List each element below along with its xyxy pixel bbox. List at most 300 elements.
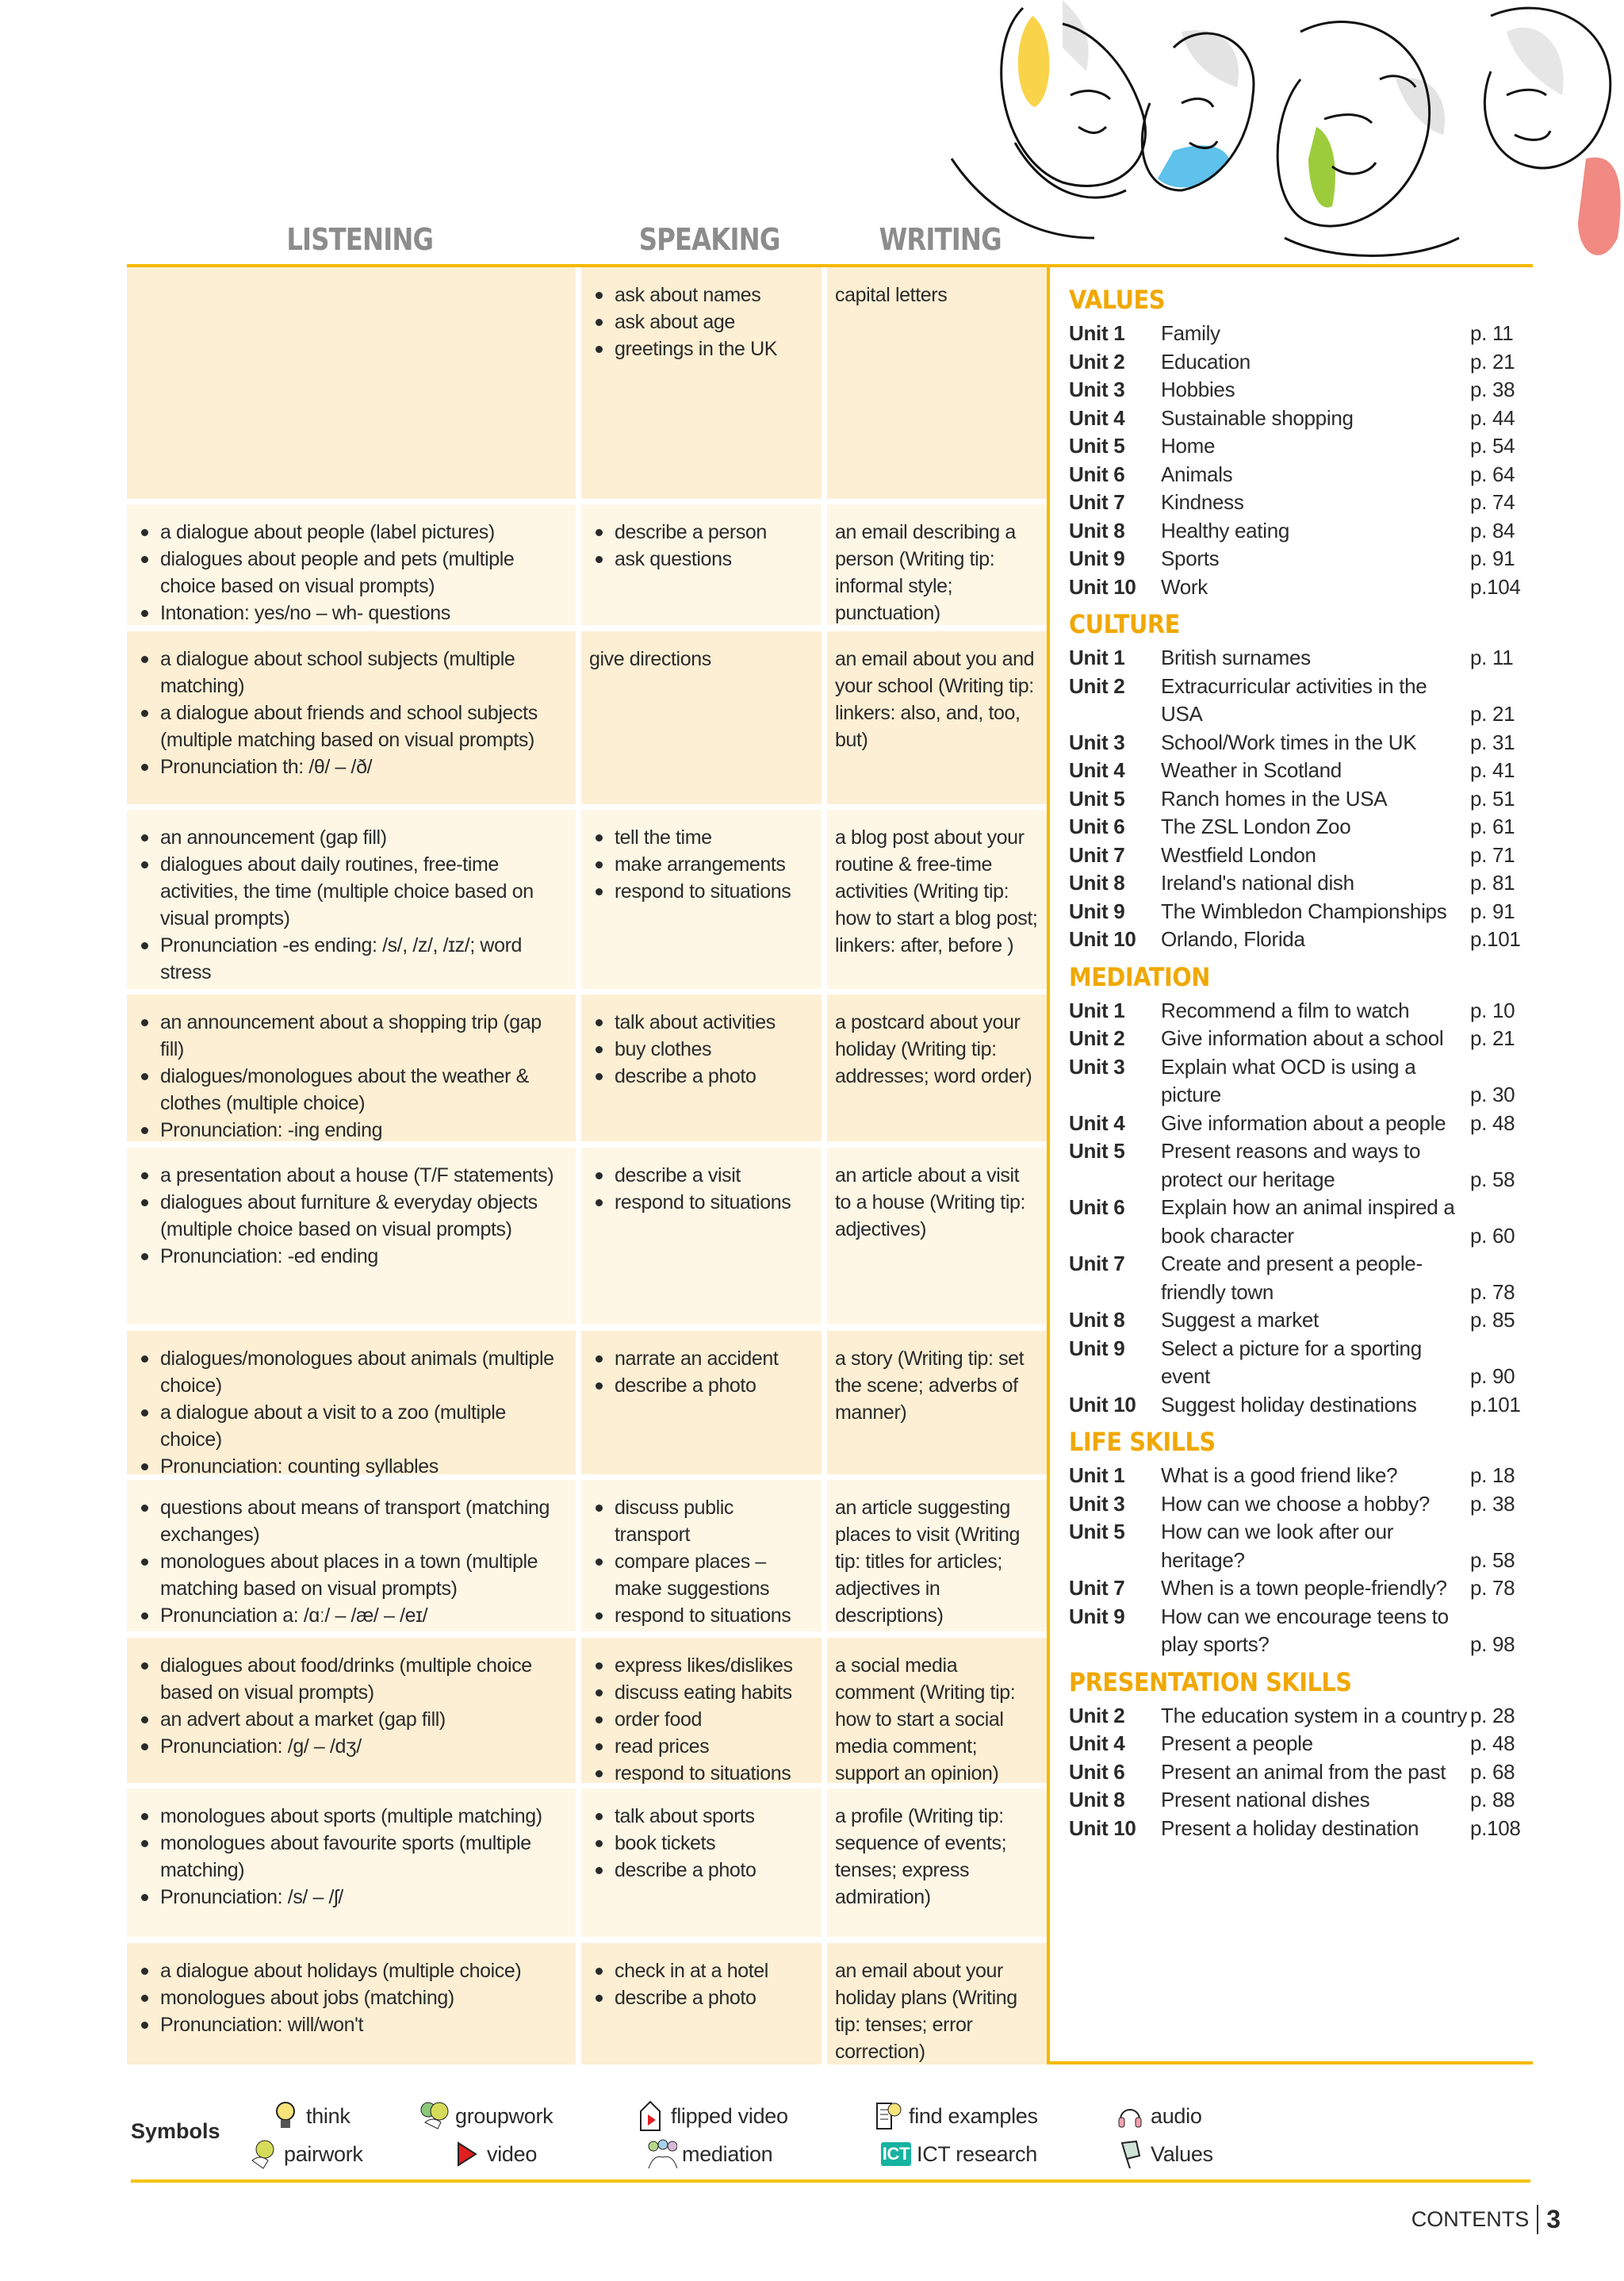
unit-label: Unit 10 (1069, 574, 1136, 599)
entry-title: When is a town people-friendly? (1161, 1576, 1447, 1600)
listening-cell (127, 267, 576, 499)
page-ref: p. 18 (1470, 1463, 1515, 1487)
values-icon (1114, 2138, 1146, 2170)
page-ref: p. 31 (1470, 730, 1515, 754)
side-panel-contents (1047, 266, 1533, 2064)
unit-label: Unit 6 (1069, 815, 1125, 838)
writing-cell (827, 810, 1047, 989)
think-icon (270, 2100, 301, 2132)
symbol-label: mediation (682, 2141, 773, 2166)
writing-cell (827, 631, 1047, 804)
audio-icon (1114, 2100, 1146, 2132)
page-ref: p. 48 (1470, 1731, 1515, 1755)
unit-label: Unit 9 (1069, 546, 1125, 570)
page-ref: p. 90 (1470, 1364, 1515, 1388)
panel-entry (1069, 1574, 1533, 1603)
panel-entry (1069, 376, 1533, 404)
listening-item: dialogues about people and pets (multiple choice based on visual prompts) (135, 546, 568, 600)
entry-title: Present a holiday destination (1161, 1815, 1419, 1840)
speaking-item: ask questions (589, 546, 814, 573)
speaking-list (589, 824, 814, 905)
writing-cell (827, 1943, 1047, 2064)
page-number: 3 (1537, 2205, 1561, 2234)
speaking-cell (581, 810, 822, 989)
writing-text: a social media comment (Writing tip: how to start a social media comment; support an opinion) (835, 1654, 1016, 1785)
unit-label: Unit 4 (1069, 758, 1125, 782)
speaking-item: describe a person (589, 519, 814, 546)
entry-title: The Wimbledon Championships (1161, 899, 1447, 923)
listening-item: dialogues/monologues about the weather & clothes (multiple choice) (135, 1063, 568, 1117)
symbol-item (270, 2100, 350, 2132)
table-row (127, 995, 1047, 1141)
listening-list (135, 824, 568, 986)
page-ref: p. 10 (1470, 998, 1515, 1022)
writing-cell (827, 267, 1047, 499)
entry-title: How can we encourage teens to play sports? (1161, 1604, 1449, 1656)
panel-entry (1069, 869, 1533, 898)
panel-entry (1069, 1603, 1533, 1659)
page-ref: p.101 (1470, 1392, 1521, 1417)
entry-title: Present an animal from the past (1161, 1759, 1446, 1784)
symbol-item (880, 2138, 1037, 2170)
speaking-item: respond to situations (589, 1189, 814, 1216)
entry-title: Explain how an animal inspired a book character (1161, 1195, 1455, 1248)
writing-text: an article about a visit to a house (Writing tip: adjectives) (835, 1164, 1026, 1240)
mediation-icon (645, 2138, 677, 2170)
listening-item: dialogues about daily routines, free-time activities, the time (multiple choice based on visual prompts) (135, 851, 568, 932)
panel-entry (1069, 757, 1533, 785)
page-ref: p. 38 (1470, 1491, 1515, 1516)
section-heading: PRESENTATION SKILLS (1069, 1666, 1352, 1697)
unit-label: Unit 7 (1069, 1576, 1125, 1600)
speaking-item: discuss public transport (589, 1494, 814, 1548)
speaking-item: order food (589, 1706, 814, 1733)
page-ref: p. 28 (1470, 1703, 1515, 1727)
speaking-cell (581, 504, 822, 625)
writing-text: a profile (Writing tip: sequence of events; tenses; express admiration) (835, 1805, 1007, 1908)
writing-cell (827, 995, 1047, 1141)
listening-item: Pronunciation: /s/ – /ʃ/ (135, 1884, 568, 1911)
entry-title: Suggest a market (1161, 1308, 1319, 1332)
table-row (127, 1148, 1047, 1325)
section-heading: CULTURE (1069, 609, 1180, 639)
unit-label: Unit 8 (1069, 518, 1125, 542)
speaking-item: buy clothes (589, 1036, 814, 1063)
page-ref: p. 60 (1470, 1223, 1515, 1248)
speaking-cell (581, 631, 822, 804)
unit-label: Unit 6 (1069, 1759, 1125, 1784)
panel-entry (1069, 1335, 1533, 1391)
page-ref: p. 85 (1470, 1308, 1515, 1332)
symbol-label: groupwork (455, 2103, 553, 2128)
unit-label: Unit 4 (1069, 1110, 1125, 1135)
panel-entry (1069, 785, 1533, 814)
listening-cell (127, 504, 576, 625)
panel-entry (1069, 320, 1533, 348)
speaking-item: greetings in the UK (589, 335, 814, 362)
listening-item: Pronunciation: /g/ – /dʒ/ (135, 1733, 568, 1760)
page-ref: p. 48 (1470, 1110, 1515, 1135)
speaking-item: check in at a hotel (589, 1957, 814, 1984)
panel-entry (1069, 1194, 1533, 1250)
panel-entry (1069, 489, 1533, 517)
listening-item: Pronunciation th: /θ/ – /ð/ (135, 753, 568, 780)
panel-entry (1069, 573, 1533, 602)
unit-label: Unit 3 (1069, 1054, 1125, 1079)
listening-item: dialogues about furniture & everyday objects (multiple choice based on visual prompts) (135, 1189, 568, 1243)
listening-cell (127, 810, 576, 989)
page-ref: p. 51 (1470, 786, 1515, 811)
speaking-cell (581, 1331, 822, 1474)
entry-title: Orlando, Florida (1161, 927, 1305, 951)
writing-cell (827, 1331, 1047, 1474)
entry-title: How can we look after our heritage? (1161, 1520, 1394, 1572)
entry-title: Present a people (1161, 1731, 1313, 1755)
entry-title: Recommend a film to watch (1161, 998, 1410, 1022)
listening-item: an advert about a market (gap fill) (135, 1706, 568, 1733)
decorative-faces-illustration (936, 0, 1624, 270)
pairwork-icon (247, 2138, 279, 2170)
panel-entry (1069, 1391, 1533, 1420)
listening-item: monologues about jobs (matching) (135, 1984, 568, 2011)
speaking-cell (581, 995, 822, 1141)
panel-entry (1069, 898, 1533, 926)
page-footer (1411, 2205, 1561, 2234)
table-row (127, 1480, 1047, 1631)
listening-item: Pronunciation: -ing ending (135, 1117, 568, 1144)
speaking-item: ask about names (589, 282, 814, 309)
listening-cell (127, 1638, 576, 1783)
footer-divider (131, 2179, 1530, 2183)
listening-list (135, 1009, 568, 1144)
symbol-label: flipped video (671, 2103, 788, 2128)
unit-label: Unit 9 (1069, 899, 1125, 923)
unit-label: Unit 3 (1069, 1491, 1125, 1516)
unit-label: Unit 8 (1069, 1308, 1125, 1332)
table-row (127, 1638, 1047, 1783)
entry-title: Sustainable shopping (1161, 405, 1354, 430)
page-ref: p. 21 (1470, 702, 1515, 726)
page-ref: p.104 (1470, 574, 1521, 599)
symbol-item (419, 2100, 553, 2132)
panel-entry (1069, 673, 1533, 729)
writing-cell (827, 1480, 1047, 1631)
writing-text: capital letters (835, 284, 948, 306)
listening-cell (127, 1480, 576, 1631)
unit-label: Unit 10 (1069, 1815, 1136, 1840)
panel-entry (1069, 1758, 1533, 1787)
entry-title: Present reasons and ways to protect our heritage (1161, 1139, 1421, 1191)
entry-title: The education system in a country (1161, 1703, 1468, 1727)
page-ref: p. 68 (1470, 1759, 1515, 1784)
unit-label: Unit 1 (1069, 321, 1125, 345)
page-ref: p. 78 (1470, 1576, 1515, 1600)
entry-title: Hobbies (1161, 378, 1235, 401)
entry-title: Present national dishes (1161, 1788, 1370, 1811)
page-ref: p.101 (1470, 927, 1521, 951)
speaking-item: make arrangements (589, 851, 814, 878)
page-ref: p. 38 (1470, 378, 1515, 401)
panel-entry (1069, 432, 1533, 461)
panel-entry (1069, 1137, 1533, 1194)
unit-label: Unit 4 (1069, 405, 1125, 430)
page-ref: p. 78 (1470, 1279, 1515, 1304)
symbol-label: think (306, 2103, 350, 2128)
column-header-writing: WRITING (879, 222, 1002, 257)
writing-text: an article suggesting places to visit (Writing tip: titles for articles; adjectives in descriptions) (835, 1497, 1021, 1627)
listening-cell (127, 1943, 576, 2064)
table-row (127, 1788, 1047, 1937)
listening-item: dialogues about food/drinks (multiple choice based on visual prompts) (135, 1652, 568, 1706)
page-ref: p. 71 (1470, 842, 1515, 867)
unit-label: Unit 5 (1069, 1520, 1125, 1543)
unit-label: Unit 3 (1069, 730, 1125, 754)
speaking-item: talk about sports (589, 1803, 814, 1830)
unit-label: Unit 5 (1069, 786, 1125, 811)
entry-title: Work (1161, 574, 1208, 599)
symbol-label: ICT research (917, 2141, 1037, 2166)
speaking-item: tell the time (589, 824, 814, 851)
listening-item: a dialogue about a visit to a zoo (multiple choice) (135, 1399, 568, 1453)
entry-title: School/Work times in the UK (1161, 730, 1417, 754)
speaking-cell (581, 1480, 822, 1631)
unit-label: Unit 1 (1069, 1463, 1125, 1487)
table-row (127, 504, 1047, 625)
find-examples-icon (872, 2100, 904, 2132)
page-ref: p. 58 (1470, 1547, 1515, 1572)
table-row (127, 631, 1047, 804)
speaking-list (589, 1957, 814, 2011)
speaking-list (589, 1009, 814, 1090)
ict-research-icon (880, 2138, 912, 2170)
unit-label: Unit 6 (1069, 462, 1125, 486)
speaking-cell (581, 1148, 822, 1325)
symbol-item (1114, 2100, 1202, 2132)
panel-section (1069, 959, 1533, 1420)
speaking-list (589, 1345, 814, 1399)
speaking-item: ask about age (589, 309, 814, 335)
table-row (127, 810, 1047, 989)
panel-entry (1069, 644, 1533, 673)
listening-cell (127, 1148, 576, 1325)
panel-entry (1069, 1110, 1533, 1138)
writing-text: an email about your holiday plans (Writing tip: tenses; error correction) (835, 1960, 1017, 2063)
listening-list (135, 1803, 568, 1911)
speaking-list (589, 1652, 814, 1787)
footer-section: CONTENTS (1411, 2207, 1530, 2231)
speaking-item: discuss eating habits (589, 1679, 814, 1706)
unit-label: Unit 8 (1069, 1788, 1125, 1811)
page-ref: p. 54 (1470, 434, 1515, 458)
listening-list (135, 1652, 568, 1760)
entry-title: Ranch homes in the USA (1161, 786, 1388, 811)
writing-text: a story (Writing tip: set the scene; adverbs of manner) (835, 1348, 1025, 1424)
entry-title: The ZSL London Zoo (1161, 815, 1351, 838)
speaking-item: describe a photo (589, 1857, 814, 1884)
page-ref: p. 30 (1470, 1083, 1515, 1106)
panel-entry (1069, 1490, 1533, 1519)
speaking-list (589, 1803, 814, 1884)
entry-title: Healthy eating (1161, 518, 1290, 542)
speaking-cell (581, 1638, 822, 1783)
panel-entry (1069, 1250, 1533, 1306)
unit-label: Unit 5 (1069, 1139, 1125, 1163)
speaking-item: read prices (589, 1733, 814, 1760)
writing-text: an email about you and your school (Writing tip: linkers: also, and, too, but) (835, 648, 1035, 751)
listening-cell (127, 995, 576, 1141)
page-ref: p. 91 (1470, 899, 1515, 923)
entry-title: What is a good friend like? (1161, 1463, 1398, 1487)
table-row (127, 267, 1047, 499)
symbol-label: find examples (909, 2103, 1038, 2128)
entry-title: Explain what OCD is using a picture (1161, 1054, 1416, 1106)
column-header-speaking: SPEAKING (638, 222, 780, 257)
entry-title: British surnames (1161, 646, 1311, 669)
entry-title: Create and present a people-friendly town (1161, 1252, 1423, 1304)
page-ref: p. 91 (1470, 546, 1515, 570)
listening-list (135, 1957, 568, 2038)
listening-item: Pronunciation: -ed ending (135, 1243, 568, 1270)
page-ref: p. 74 (1470, 490, 1515, 514)
symbol-label: pairwork (284, 2141, 363, 2166)
entry-title: Ireland's national dish (1161, 871, 1354, 895)
page-ref: p. 64 (1470, 462, 1515, 486)
symbol-item (634, 2100, 788, 2132)
listening-item: a presentation about a house (T/F statements) (135, 1162, 568, 1189)
listening-list (135, 519, 568, 627)
unit-label: Unit 2 (1069, 349, 1125, 374)
writing-cell (827, 1788, 1047, 1937)
symbol-item (450, 2138, 537, 2170)
page-ref: p. 58 (1470, 1167, 1515, 1191)
unit-label: Unit 7 (1069, 1252, 1125, 1275)
section-heading: VALUES (1069, 285, 1166, 315)
symbols-label: Symbols (131, 2119, 220, 2143)
section-heading: LIFE SKILLS (1069, 1427, 1216, 1457)
entry-title: Give information about a school (1161, 1026, 1444, 1050)
listening-item: Intonation: yes/no – wh- questions (135, 600, 568, 627)
speaking-list (589, 519, 814, 573)
video-icon (450, 2138, 482, 2170)
unit-label: Unit 10 (1069, 927, 1136, 951)
symbol-item (872, 2100, 1038, 2132)
listening-item: Pronunciation: will/won't (135, 2011, 568, 2038)
entry-title: Family (1161, 321, 1220, 345)
unit-label: Unit 1 (1069, 998, 1125, 1022)
speaking-item: respond to situations (589, 878, 814, 905)
page-ref: p. 21 (1470, 349, 1515, 374)
writing-text: a blog post about your routine & free-time activities (Writing tip: how to start a blog post; linkers: after, before ) (835, 826, 1038, 956)
listening-item: monologues about places in a town (multiple matching based on visual prompts) (135, 1548, 568, 1602)
unit-label: Unit 4 (1069, 1731, 1125, 1755)
entry-title: Suggest holiday destinations (1161, 1392, 1417, 1417)
listening-item: an announcement about a shopping trip (gap fill) (135, 1009, 568, 1063)
listening-list (135, 1162, 568, 1270)
speaking-item: describe a photo (589, 1063, 814, 1090)
writing-text: a postcard about your holiday (Writing tip: addresses; word order) (835, 1011, 1032, 1087)
page-ref: p. 84 (1470, 518, 1515, 542)
speaking-cell (581, 1788, 822, 1937)
speaking-list (589, 282, 814, 362)
symbol-label: audio (1151, 2103, 1202, 2128)
speaking-item: describe a visit (589, 1162, 814, 1189)
listening-item: Pronunciation: counting syllables (135, 1453, 568, 1480)
flipped-video-icon (634, 2100, 666, 2132)
entry-title: Select a picture for a sporting event (1161, 1336, 1422, 1388)
page-ref: p. 88 (1470, 1788, 1515, 1811)
panel-entry (1069, 1815, 1533, 1843)
panel-entry (1069, 997, 1533, 1025)
panel-section (1069, 1664, 1533, 1843)
entry-title: Sports (1161, 546, 1220, 570)
panel-entry (1069, 1462, 1533, 1490)
listening-item: Pronunciation -es ending: /s/, /z/, /ɪz/; word stress (135, 932, 568, 986)
speaking-item: talk about activities (589, 1009, 814, 1036)
unit-label: Unit 7 (1069, 842, 1125, 867)
entry-title: Westfield London (1161, 842, 1316, 867)
panel-section (1069, 1424, 1533, 1659)
ict-badge-text: ICT (882, 2144, 910, 2164)
unit-label: Unit 10 (1069, 1392, 1136, 1417)
listening-item: a dialogue about people (label pictures) (135, 519, 568, 546)
panel-entry (1069, 348, 1533, 377)
page-ref: p. 61 (1470, 815, 1515, 838)
listening-cell (127, 1788, 576, 1937)
speaking-item: respond to situations (589, 1760, 814, 1787)
speaking-item: compare places – make suggestions (589, 1548, 814, 1602)
unit-label: Unit 2 (1069, 1026, 1125, 1050)
panel-section (1069, 282, 1533, 601)
listening-item: an announcement (gap fill) (135, 824, 568, 851)
table-row (127, 1943, 1047, 2064)
writing-cell (827, 1638, 1047, 1783)
unit-label: Unit 2 (1069, 673, 1125, 698)
page-ref: p. 41 (1470, 758, 1515, 782)
panel-entry (1069, 1025, 1533, 1053)
listening-list (135, 1345, 568, 1480)
listening-list (135, 1494, 568, 1629)
listening-cell (127, 631, 576, 804)
speaking-cell (581, 267, 822, 499)
panel-entry (1069, 404, 1533, 433)
symbol-item (645, 2138, 772, 2170)
speaking-item: respond to situations (589, 1602, 814, 1629)
entry-title: Education (1161, 349, 1251, 374)
page-ref: p. 81 (1470, 871, 1515, 895)
speaking-text: give directions (589, 648, 711, 670)
page-ref: p.108 (1470, 1815, 1521, 1840)
panel-entry (1069, 1786, 1533, 1815)
listening-item: a dialogue about school subjects (multiple matching) (135, 646, 568, 700)
entry-title: Extracurricular activities in the USA (1161, 673, 1427, 726)
unit-label: Unit 1 (1069, 646, 1125, 669)
unit-label: Unit 9 (1069, 1604, 1125, 1628)
unit-label: Unit 8 (1069, 871, 1125, 895)
unit-label: Unit 3 (1069, 378, 1125, 401)
speaking-item: describe a photo (589, 1372, 814, 1399)
speaking-item: narrate an accident (589, 1345, 814, 1372)
unit-label: Unit 7 (1069, 490, 1125, 514)
writing-cell (827, 1148, 1047, 1325)
entry-title: How can we choose a hobby? (1161, 1491, 1431, 1516)
panel-entry (1069, 517, 1533, 546)
panel-entry (1069, 545, 1533, 573)
writing-text: an email describing a person (Writing tip: informal style; punctuation) (835, 521, 1016, 624)
panel-section (1069, 606, 1533, 954)
speaking-item: book tickets (589, 1830, 814, 1857)
page-ref: p. 98 (1470, 1632, 1515, 1656)
entry-title: Give information about a people (1161, 1110, 1446, 1135)
